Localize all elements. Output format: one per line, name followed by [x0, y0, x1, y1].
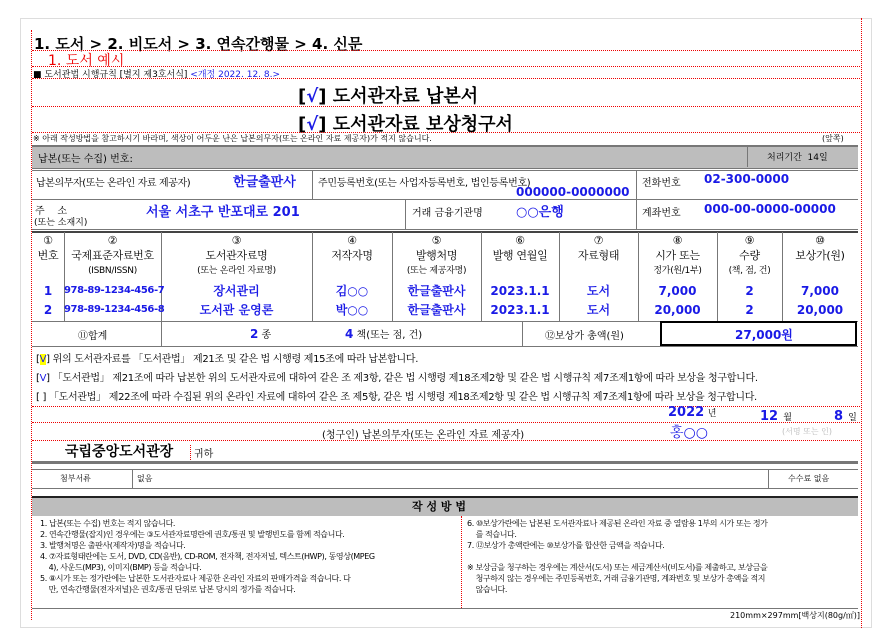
declaration-checkbox[interactable]: V — [39, 373, 47, 384]
paper-size: 210mm×297mm[백상지(80g/㎡)] — [730, 611, 861, 620]
column-header: ⑩ 보상가(원) — [795, 234, 845, 262]
processing-period: 처리기간 14일 — [767, 153, 828, 163]
receipt-number-label: 납본(또는 수집) 번호: — [38, 154, 133, 165]
table-cell: 도서관 운영론 — [199, 303, 274, 317]
total-kinds-group: 2 종 — [250, 327, 272, 341]
section-title: 1. 도서 예시 — [48, 53, 125, 69]
receipt-bar — [32, 145, 858, 169]
declaration-line: [V] 위의 도서관자료를 「도서관법」 제21조 및 같은 법 시행령 제15조에 따라 납본합니다. — [36, 354, 419, 365]
table-cell: 2023.1.1 — [490, 284, 550, 298]
column-header: ⑨ 수량 (책, 점, 건) — [728, 234, 771, 276]
note: ※ 아래 작성방법을 참고하시기 바라며, 색상이 어두운 난은 납본의무자(또는 온라인 자료 제공자)가 적지 않습니다. — [33, 134, 432, 143]
column-header: ⑧ 시가 또는 정가(원/1부) — [653, 234, 702, 276]
address-label: 주 소 — [35, 206, 68, 217]
claim-month: 12 월 — [760, 409, 792, 424]
table-cell: 20,000 — [654, 303, 701, 317]
side-label: (앞쪽) — [822, 134, 844, 143]
method-left — [40, 518, 456, 595]
method-right — [467, 518, 855, 595]
bank-label: 거래 금융기관명 — [412, 208, 483, 219]
column-header: ⑦ 자료형태 — [577, 234, 620, 262]
table-cell: 한글출판사 — [407, 284, 466, 298]
method-item: 를 적습니다. — [467, 530, 517, 539]
column-header: ② 국제표준자료번호 (ISBN/ISSN) — [71, 234, 154, 276]
table-cell: 장서관리 — [213, 284, 260, 298]
method-item: 않습니다. — [467, 585, 508, 594]
form-ref: ■ 도서관법 시행규칙 [별지 제3호서식] <개정 2022. 12. 8.> — [33, 70, 281, 80]
provider-value: 한글출판사 — [233, 175, 296, 190]
total-kinds: 2 — [250, 327, 259, 341]
table-cell: 2 — [43, 303, 53, 317]
recipient-suffix: 귀하 — [190, 445, 213, 460]
method-item: 청구하지 않는 경우에는 주민등록번호, 거래 금융기관명, 계좌번호 및 보상가 총액을 적지 — [467, 574, 766, 583]
claimant-label: (청구인) 납본의무자(또는 온라인 자료 제공자) — [322, 430, 525, 441]
table-cell: 2023.1.1 — [490, 303, 550, 317]
table-cell: 박○○ — [335, 303, 369, 317]
total-label: ⑪합계 — [78, 331, 108, 342]
phone-label: 전화번호 — [642, 178, 681, 189]
attachments-label: 첨부서류 — [60, 474, 91, 483]
declaration-line: [ ] 「도서관법」 제22조에 따라 수집된 위의 온라인 자료에 대하여 같은 조 제5항, 같은 법 시행령 제18조제2항 및 같은 법 시행규칙 제7조제1항에 따라 보상을 청구합니다. — [36, 392, 757, 403]
method-item: 3. 발행처명은 출판사(제작자)명을 적습니다. — [40, 541, 186, 550]
column-header: ④ 저작자명 — [331, 234, 373, 262]
table-cell: 김○○ — [335, 284, 369, 298]
check-icon: √ — [306, 114, 319, 135]
table-cell: 1 — [43, 284, 53, 298]
account-value: 000-00-0000-00000 — [704, 202, 836, 216]
address-sublabel: (또는 소재지) — [34, 218, 88, 228]
breadcrumb: 1. 도서 > 2. 비도서 > 3. 연속간행물 > 4. 신문 — [34, 35, 363, 53]
table-cell: 978-89-1234-456-7 — [64, 285, 165, 296]
column-header: ① 번호 — [37, 234, 59, 262]
title-claim: [√] 도서관자료 보상청구서 — [298, 114, 513, 135]
signature-field[interactable]: (서명 또는 인) — [782, 427, 832, 436]
total-books-group: 4 책(또는 점, 건) — [345, 327, 423, 341]
declaration-checkbox[interactable] — [40, 392, 43, 403]
provider-label: 납본의무자(또는 온라인 자료 제공자) — [36, 178, 191, 189]
sum-label: ⑫보상가 총액(원) — [545, 331, 624, 342]
check-icon: √ — [306, 86, 319, 107]
method-item: 7. ⑫보상가 총액란에는 ⑩보상가를 합산한 금액을 적습니다. — [467, 541, 665, 550]
method-item: 2. 연속간행물(잡지)인 경우에는 ③도서관자료명란에 권호/통권 및 발행빈도를 함께 적습니다. — [40, 530, 345, 539]
title-receipt: [√] 도서관자료 납본서 — [298, 86, 479, 107]
method-item: 6. ⑩보상가란에는 납본된 도서관자료나 제공된 온라인 자료 중 열람용 1부의 시가 또는 정가 — [467, 519, 768, 528]
table-cell: 7,000 — [658, 284, 697, 298]
fee-label: 수수료 없음 — [788, 474, 830, 483]
table-cell: 978-89-1234-456-8 — [64, 304, 165, 315]
table-cell: 한글출판사 — [407, 303, 466, 317]
method-item: 4), 사운드(MP3), 이미지(BMP) 등을 적습니다. — [40, 563, 202, 572]
declaration-checkbox[interactable]: V — [39, 354, 47, 365]
account-label: 계좌번호 — [642, 208, 681, 219]
table-cell: 2 — [745, 303, 754, 317]
bank-value: ○○은행 — [516, 205, 564, 220]
phone-value: 02-300-0000 — [704, 172, 790, 186]
address-value: 서울 서초구 반포대로 201 — [146, 205, 300, 220]
column-header: ⑥ 발행 연월일 — [492, 234, 548, 262]
recipient-name: 국립중앙도서관장 — [65, 444, 174, 460]
claim-day: 8 일 — [834, 409, 857, 424]
method-item: ※ 보상금을 청구하는 경우에는 계산서(도서) 또는 세금계산서(비도서)를 제출하고, 보상금을 — [467, 563, 768, 572]
column-header: ⑤ 발행처명 (또는 제공자명) — [406, 234, 467, 276]
table-cell: 2 — [745, 284, 754, 298]
claim-date: 2022 년 — [668, 405, 717, 420]
method-item: 5. ⑧시가 또는 정가란에는 납본한 도서관자료나 제공한 온라인 자료의 판매가격을 적습니다. 다 — [40, 574, 351, 583]
sum-value: 27,000원 — [735, 328, 793, 342]
table-cell: 20,000 — [796, 303, 844, 317]
declaration-line: [V] 「도서관법」 제21조에 따라 납본한 위의 도서관자료에 대하여 같은 조 제3항, 같은 법 시행령 제18조제2항 및 같은 법 시행규칙 제7조제1항에 따라 보상을 청구합니다. — [36, 373, 758, 384]
margin-line — [861, 18, 862, 628]
id-value: 000000-0000000 — [516, 185, 630, 199]
method-title: 작 성 방 법 — [412, 500, 466, 513]
id-label: 주민등록번호(또는 사업자등록번호, 법인등록번호) — [318, 178, 531, 189]
column-header: ③ 도서관자료명 (또는 온라인 자료명) — [197, 234, 276, 276]
table-cell: 7,000 — [801, 284, 839, 298]
total-books: 4 — [345, 327, 354, 341]
claimant-name: 홍○○ — [670, 425, 708, 441]
method-item: 만, 연속간행물(전자저널)은 권호/통권 단위로 납본 당시의 정가를 적습니다. — [40, 585, 296, 594]
method-item — [467, 551, 855, 562]
method-item: 1. 납본(또는 수집) 번호는 적지 않습니다. — [40, 519, 176, 528]
margin-line — [31, 30, 32, 620]
table-cell: 도서 — [586, 303, 611, 317]
method-item: 4. ⑦자료형태란에는 도서, DVD, CD(음반), CD-ROM, 전자책, 전자저널, 텍스트(HWP), 동영상(MPEG — [40, 552, 375, 561]
attachments-value: 없음 — [137, 474, 153, 483]
table-cell: 도서 — [586, 284, 611, 298]
